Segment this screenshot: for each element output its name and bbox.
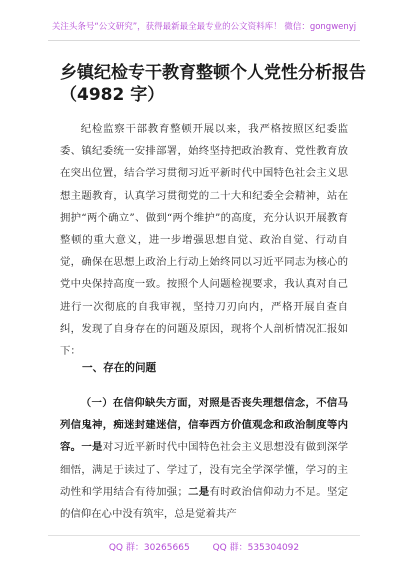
item1-lead: （一）在信仰缺失方面，对照是否丧失理想信念，不信马列信鬼神，痴迷封建迷信，信奉西方价值观念和政治制度等内容。 — [60, 397, 348, 454]
item1-label1: 一是 — [81, 441, 103, 454]
intro-section — [60, 118, 348, 362]
title-line-2: （4982 字） — [60, 85, 165, 105]
footer — [0, 540, 408, 553]
document-title — [60, 62, 366, 106]
header-note: 关注头条号“公文研究”，获得最新最全最专业的公文资料库！ 微信：gongwenyj — [51, 22, 357, 32]
footer-qq-group-2: QQ 群：535304092 — [212, 543, 300, 553]
item1-label2: 二是 — [187, 485, 210, 498]
item1-paragraph — [60, 392, 348, 525]
intro-paragraph: 纪检监察干部教育整顿开展以来，我严格按照区纪委监委、镇纪委统一安排部署，始终坚持把政治教育、党性教育放在突出位置，结合学习贯彻习近平新时代中国特色社会主义思想主题教育，认真学习贯彻党的二十大和纪委全会精神，站在拥护“两个确立”、做到“两个维护”的高度，充分认识开展教育整顿的重大意义，进一步增强思想自觉、政治自觉、行动自觉，确保在思想上政治上行动上始终同以习近平同志为核心的党中央保持高度一致。按照个人问题检视要求，我认真对自己进行一次彻底的自我审视，坚持刀刃向内，严格开展自查自纠，发现了自身存在的问题及原因，现将个人剖析情况汇报如下： — [60, 123, 348, 358]
item1-section — [60, 392, 348, 525]
footer-divider — [48, 535, 360, 536]
footer-qq-group-1: QQ 群：30265665 — [108, 543, 190, 553]
item1-text2: 有时政治信仰动力不足。坚定的信仰在心中没有筑牢，总是觉着共产 — [60, 485, 349, 521]
item1-text1: 对习近平新时代中国特色社会主义思想没有做到深学细悟，满足于读过了、学过了，没有完全学深学懂，学习的主动性和学用结合有待加强； — [60, 441, 349, 498]
title-line-1: 乡镇纪检专干教育整顿个人党性分析报告 — [60, 63, 366, 83]
header-divider — [48, 40, 360, 41]
section-heading-problems: 一、存在的问题 — [82, 362, 157, 374]
